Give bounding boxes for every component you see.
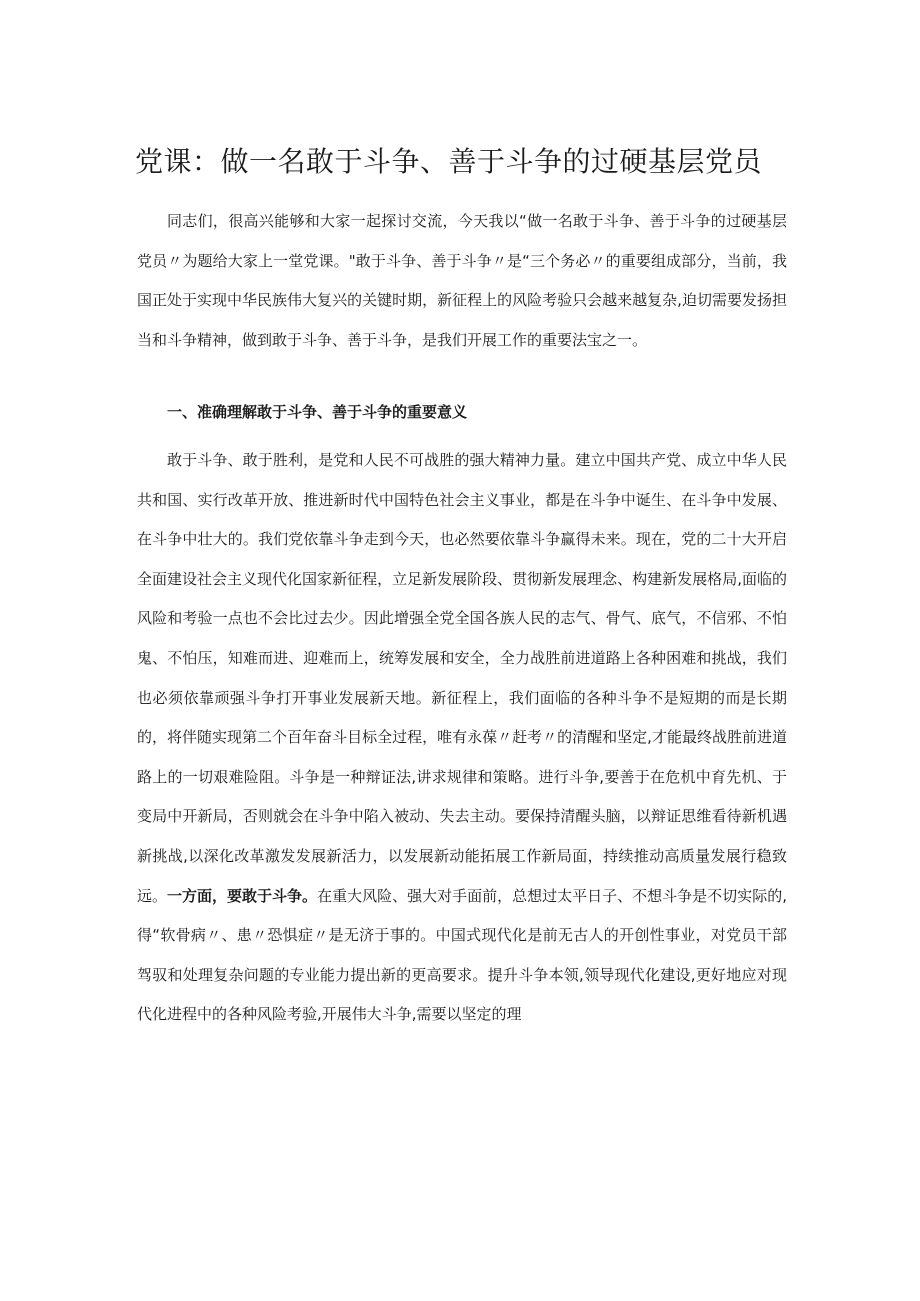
section-paragraph	[137, 441, 787, 1035]
intro-paragraph: 同志们，很高兴能够和大家一起探讨交流，今天我以“做一名敢于斗争、善于斗争的过硬基层党员〃为题给大家上一堂党课。"敢于斗争、善于斗争〃是“三个务必〃的重要组成部分，当前，我国正处于实现中华民族伟大复兴的关键时期，新征程上的风险考验只会越来越复杂,迫切需要发扬担当和斗争精神，做到敢于斗争、善于斗争，是我们开展工作的重要法宝之一。	[137, 212, 787, 349]
section-paragraph-text-2: 在重大风险、强大对手面前，总想过太平日子、不想斗争是不切实际的,得“软骨病〃、患〃恐惧症〃是无济于事的。中国式现代化是前无古人的开创性事业，对党员干部驾驭和处理复杂问题的专业能力提出新的更高要求。提升斗争本领,领导现代化建设,更好地应对现代化进程中的各种风险考验,开展伟大斗争,需要以坚定的理	[137, 886, 787, 1024]
document-title: 党课：做一名敢于斗争、善于斗争的过硬基层党员	[135, 145, 763, 178]
section-paragraph-text-1: 敢于斗争、敢于胜利，是党和人民不可战胜的强大精神力量。建立中国共产党、成立中华人民共和国、实行改革开放、推进新时代中国特色社会主义事业，都是在斗争中诞生、在斗争中发展、在斗争中壮大的。我们党依靠斗争走到今天，也必然要依靠斗争赢得未来。现在，党的二十大开启全面建设社会主义现代化国家新征程，立足新发展阶段、贯彻新发展理念、构建新发展格局,面临的风险和考验一点也不会比过去少。因此增强全党全国各族人民的志气、骨气、底气，不信邪、不怕鬼、不怕压，知难而进、迎难而上，统筹发展和安全，全力战胜前进道路上各种困难和挑战，我们也必须依靠顽强斗争打开事业发展新天地。新征程上，我们面临的各种斗争不是短期的而是长期的，将伴随实现第二个百年奋斗目标全过程，唯有永葆〃赶考〃的清醒和坚定,才能最终战胜前进道路上的一切艰难险阻。斗争是一种辩证法,讲求规律和策略。进行斗争,要善于在危机中育先机、于变局中开新局，否则就会在斗争中陷入被动、失去主动。要保持清醒头脑，以辩证思维看待新机遇新挑战,以深化改革激发发展新活力，以发展新动能拓展工作新局面，持续推动高质量发展行稳致远。	[137, 451, 787, 905]
section-paragraph-emphasis: 一方面，要敢于斗争。	[167, 886, 318, 905]
section-heading: 一、准确理解敢于斗争、善于斗争的重要意义	[167, 403, 468, 421]
